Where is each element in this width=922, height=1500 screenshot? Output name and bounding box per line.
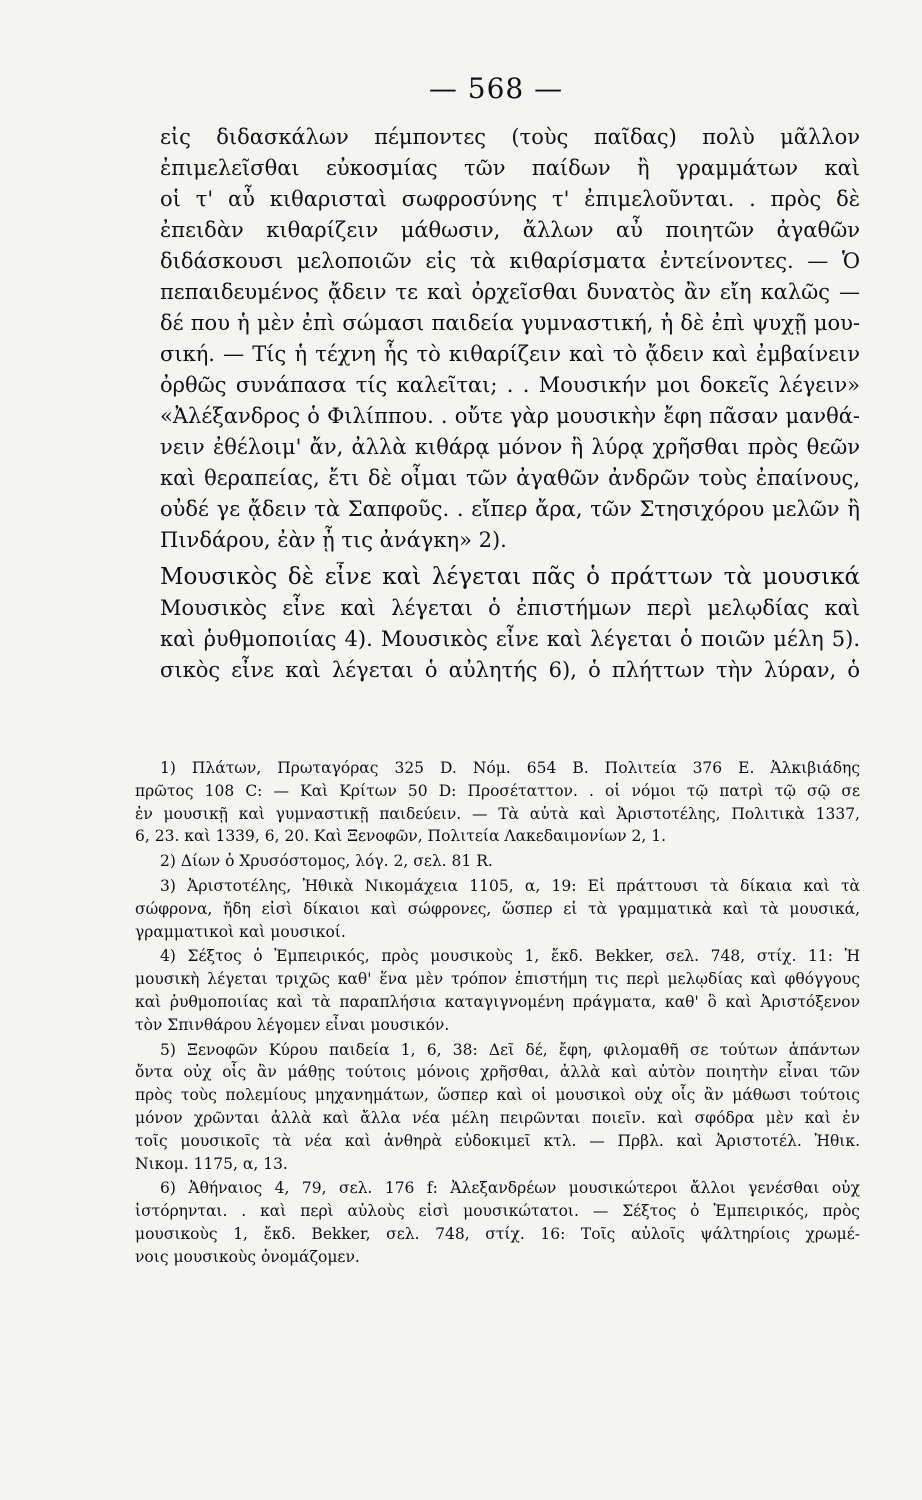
text-line: δέ που ἡ μὲν ἐπὶ σώμασι παιδεία γυμναστική, ἡ δὲ ἐπὶ ψυχῇ μου- [160,311,860,335]
text-line: εἰς διδασκάλων πέμποντες (τοὺς παῖδας) πολὺ μᾶλλον [160,125,860,149]
footnotes [135,757,860,1271]
footnote-4 [135,945,860,1036]
text-line: καὶ θεραπείας, ἔτι δὲ οἶμαι τῶν ἀγαθῶν ἀνδρῶν τοὺς ἐπαίνους, [160,466,860,490]
text-line: ἐπιμελεῖσθαι εὐκοσμίας τῶν παίδων ἢ γραμμάτων καὶ [160,156,860,180]
footnote-line: Νικομ. 1175, α, 13. [135,1154,288,1173]
text-line: καὶ ῥυθμοποιίας 4). Μουσικὸς εἶνε καὶ λέγεται ὁ ποιῶν μέλη 5). [160,627,860,651]
page-number: — 568 — [428,72,564,105]
text-line: ὀρθῶς συνάπασα τίς καλεῖται; . . Μουσικήν μοι δοκεῖς λέγειν» [160,373,860,397]
footnote-line: 6) Ἀθήναιος 4, 79, σελ. 176 f: Ἀλεξανδρέων μουσικώτεροι ἄλλοι γενέσθαι οὐχ [160,1179,860,1198]
footnote-line: ἐν μουσικῇ καὶ γυμναστικῇ παιδεύειν. — Τὰ αὐτὰ καὶ Ἀριστοτέλης, Πολιτικὰ 1337, [135,804,860,823]
text-line: «Ἀλέξανδρος ὁ Φιλίππου. . οὔτε γὰρ μουσικὴν ἔφη πᾶσαν μανθά- [160,404,860,428]
text-line: σικὸς εἶνε καὶ λέγεται ὁ αὐλητής 6), ὁ πλήττων τὴν λύραν, ὁ [160,658,860,682]
footnote-2 [135,850,860,873]
footnote-3 [135,875,860,943]
text-line: Μουσικὸς εἶνε καὶ λέγεται ὁ ἐπιστήμων περὶ μελῳδίας καὶ [160,596,860,620]
footnote-line: 2) Δίων ὁ Χρυσόστομος, λόγ. 2, σελ. 81 R. [160,852,493,871]
text-line: σική. — Τίς ἡ τέχνη ἧς τὸ κιθαρίζειν καὶ τὸ ᾄδειν καὶ ἐμβαίνειν [160,342,860,366]
footnote-line: ἱστόρηνται. . καὶ περὶ αὐλοὺς εἰσὶ μουσικώτατοι. — Σέξτος ὁ Ἐμπειρικός, πρὸς [135,1202,860,1221]
footnote-1 [135,757,860,848]
footnote-line: 6, 23. καὶ 1339, 6, 20. Καὶ Ξενοφῶν, Πολιτεία Λακεδαιμονίων 2, 1. [135,827,667,846]
footnote-6 [135,1177,860,1268]
text-line: πεπαιδευμένος ᾄδειν τε καὶ ὀρχεῖσθαι δυνατὸς ἂν εἴη καλῶς — [160,280,860,304]
footnote-line: 4) Σέξτος ὁ Ἐμπειρικός, πρὸς μουσικοὺς 1, ἔκδ. Bekker, σελ. 748, στίχ. 11: Ἡ [160,947,860,966]
text-line: οὐδέ γε ᾄδειν τὰ Σαπφοῦς. . εἴπερ ἄρα, τῶν Στησιχόρου μελῶν ἢ [160,497,860,521]
footnote-line: πρὸς τοὺς πολεμίους μηχανημάτων, ὥσπερ καὶ οἱ μουσικοὶ οὐχ οἷς ἂν μάθωσι τούτοις [135,1086,860,1105]
footnote-line: σώφρονα, ἤδη εἰσὶ δίκαιοι καὶ σώφρονες, ὥσπερ εἰ τὰ γραμματικὰ καὶ τὰ μουσικά, [135,899,860,918]
text-line: νειν ἐθέλοιμ' ἄν, ἀλλὰ κιθάρᾳ μόνον ἢ λύρᾳ χρῆσθαι πρὸς θεῶν [160,435,860,459]
footnote-line: νοις μουσικοὺς ὀνομάζομεν. [135,1247,360,1266]
text-line: Μουσικὸς δὲ εἶνε καὶ λέγεται πᾶς ὁ πράττων τὰ μουσικά [160,564,860,590]
footnote-line: γραμματικοὶ καὶ μουσικοί. [135,922,346,941]
footnote-line: τὸν Σπινθάρου λέγομεν εἶναι μουσικόν. [135,1015,450,1034]
footnote-line: τοῖς μουσικοῖς τὰ νέα καὶ ἀνθηρὰ εὐδοκιμεῖ κτλ. — Πρβλ. καὶ Ἀριστοτέλ. Ἠθικ. [135,1131,860,1150]
text-line: Πινδάρου, ἐὰν ᾖ τις ἀνάγκη» 2). [160,528,507,552]
main-text [160,122,860,686]
footnote-line: μουσικοὺς 1, ἔκδ. Bekker, σελ. 748, στίχ. 16: Τοῖς αὐλοῖς ψάλτηρίοις χρωμέ- [135,1224,860,1243]
footnote-line: πρῶτος 108 C: — Καὶ Κρίτων 50 D: Προσέταττον. . οἱ νόμοι τῷ πατρὶ τῷ σῷ σε [135,781,860,800]
footnote-line: ὄντα οὐχ οἷς ἂν μάθῃς τούτοις μόνοις χρῆσθαι, ἀλλὰ καὶ αὐτὸν ποιητὴν εἶναι τῶν [135,1063,860,1082]
text-line: διδάσκουσι μελοποιῶν εἰς τὰ κιθαρίσματα ἐντείνοντες. — Ὁ [160,249,860,273]
footnote-line: 3) Ἀριστοτέλης, Ἠθικὰ Νικομάχεια 1105, α, 19: Εἰ πράττουσι τὰ δίκαια καὶ τὰ [160,876,860,895]
text-line: οἱ τ' αὖ κιθαρισταὶ σωφροσύνης τ' ἐπιμελοῦνται. . πρὸς δὲ [160,187,860,211]
footnote-line: μόνον χρῶνται ἀλλὰ καὶ ἄλλα νέα μέλη πειρῶνται ποιεῖν. καὶ σφόδρα μὲν καὶ ἐν [135,1108,860,1127]
footnote-line: μουσικὴ λέγεται τριχῶς καθ' ἕνα μὲν τρόπον ἐπιστήμη τις περὶ μελῳδίας καὶ φθόγγους [135,970,860,989]
footnote-line: καὶ ῥυθμοποιίας καὶ τὰ παραπλήσια καταγιγνομένη πράγματα, καθ' ὃ καὶ Ἀριστόξενον [135,992,860,1011]
footnote-line: 5) Ξενοφῶν Κύρου παιδεία 1, 6, 38: Δεῖ δέ, ἔφη, φιλομαθῆ σε τούτων ἁπάντων [160,1040,860,1059]
footnote-5 [135,1039,860,1176]
text-line: ἐπειδὰν κιθαρίζειν μάθωσιν, ἄλλων αὖ ποιητῶν ἀγαθῶν [160,218,860,242]
footnote-line: 1) Πλάτων, Πρωταγόρας 325 D. Νόμ. 654 B. Πολιτεία 376 E. Ἀλκιβιάδης [160,759,860,777]
